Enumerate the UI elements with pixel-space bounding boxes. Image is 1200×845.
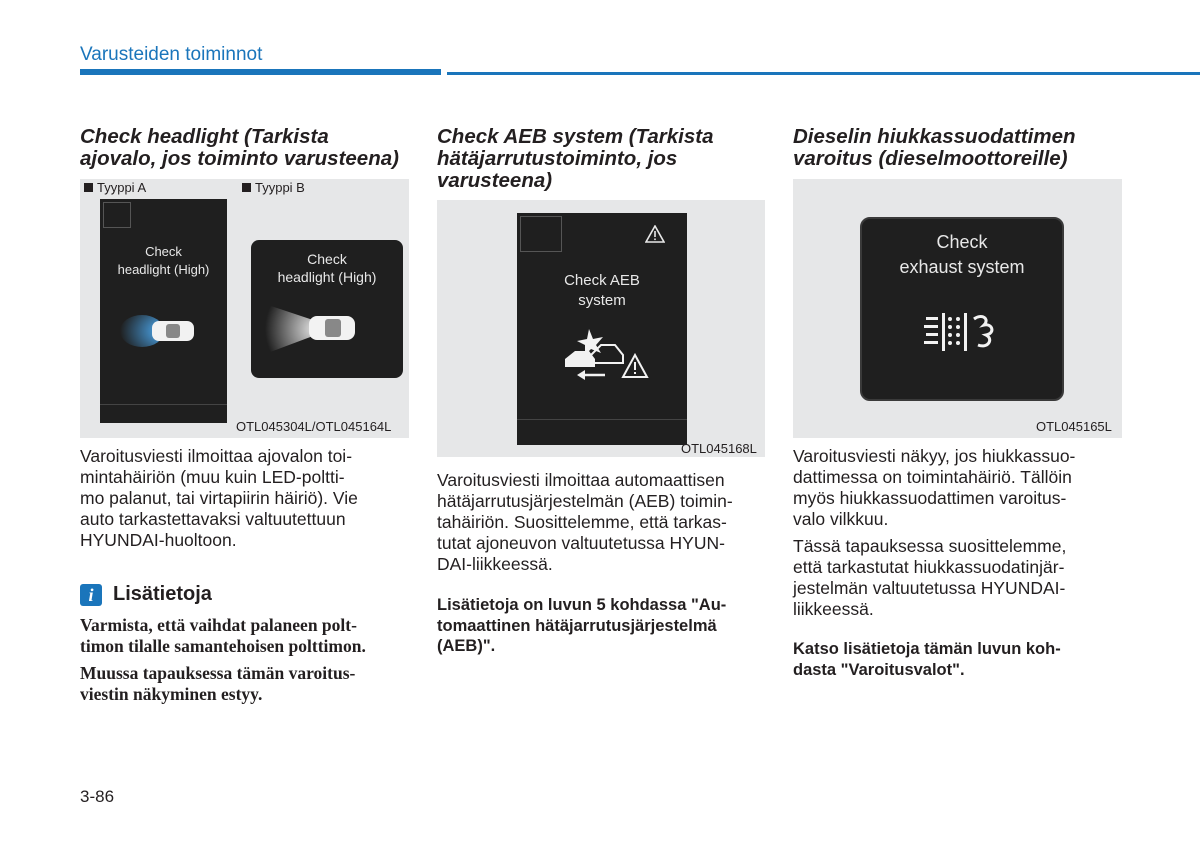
- header-rule-left: [80, 69, 441, 75]
- type-a-screen: [100, 199, 227, 423]
- col1-heading: Check headlight (Tarkista ajovalo, jos toiminto varusteena): [80, 125, 399, 170]
- col2-body: Varoitusviesti ilmoittaa automaattisen hätäjarrutusjärjestelmän (AEB) toimin- tahäiriön. Suosittelemme, että tarkas- tutat ajoneuvon valtuutetussa HYUN- DAI-liikkeessä.: [437, 470, 733, 574]
- headlight-beam-icon: [265, 300, 375, 358]
- type-a-label: Tyyppi A: [84, 180, 146, 195]
- info-box-title: [80, 583, 406, 607]
- col1-figure-code: OTL045304L/OTL045164L: [236, 419, 392, 434]
- col2-figure: [437, 200, 765, 457]
- screen-indicator-box: [520, 216, 562, 252]
- warning-triangle-icon: [645, 225, 665, 243]
- col1-heading-wrap: [80, 126, 408, 170]
- header-rule-right: [447, 72, 1200, 75]
- aeb-screen: [517, 213, 687, 445]
- col3-heading: Dieselin hiukkassuodattimen varoitus (dieselmoottoreille): [793, 125, 1076, 170]
- col1-figure: [80, 179, 409, 438]
- page-number: 3-86: [80, 787, 115, 806]
- info-paragraph-2: Muussa tapauksessa tämän varoitus- viestin näkyminen estyy.: [80, 663, 356, 704]
- section-title: Varusteiden toiminnot: [80, 44, 263, 65]
- exhaust-screen: [860, 217, 1064, 401]
- screen-a-indicator-box: [103, 202, 131, 228]
- exhaust-filter-icon: [924, 309, 1002, 357]
- info-title: Lisätietoja: [113, 583, 212, 605]
- col3-body-2: Tässä tapauksessa suosittelemme, että tarkastutat hiukkassuodatinjär- jestelmän valtuutetussa HYUNDAI- liikkeessä.: [793, 536, 1067, 619]
- col2-reference: Lisätietoja on luvun 5 kohdassa "Au- tomaattinen hätäjarrutusjärjestelmä (AEB)".: [437, 596, 727, 655]
- aeb-screen-text: Check AEB system: [564, 272, 640, 309]
- info-paragraph-1: Varmista, että vaihdat palaneen polt- timon tilalle samantehoisen polttimon.: [80, 615, 366, 656]
- col2-heading: Check AEB system (Tarkista hätäjarrutustoiminto, jos varusteena): [437, 125, 714, 192]
- col3-reference: Katso lisätietoja tämän luvun koh- dasta "Varoitusvalot".: [793, 640, 1061, 679]
- col2-figure-code: OTL045168L: [681, 441, 757, 456]
- collision-warning-icon: [561, 325, 651, 381]
- col2-heading-wrap: [437, 126, 767, 192]
- col1-body: Varoitusviesti ilmoittaa ajovalon toi- mintahäiriön (muu kuin LED-poltti- mo palanut, tai virtapiirin häiriö). Vie auto tarkastettavaksi valtuutettuun HYUNDAI-huoltoon.: [80, 446, 358, 550]
- info-icon: i: [80, 584, 102, 606]
- screen-b-text: Check headlight (High): [277, 251, 377, 285]
- type-b-screen: [251, 240, 403, 378]
- col3-figure-code: OTL045165L: [1036, 419, 1112, 434]
- headlight-beam-icon: [118, 307, 218, 351]
- screen-a-text: Check headlight (High): [117, 244, 210, 277]
- col3-body-1: Varoitusviesti näkyy, jos hiukkassuo- dattimessa on toimintahäiriö. Tällöin myös hiukkassuodattimen varoitus- valo vilkkuu.: [793, 446, 1076, 529]
- type-b-label: Tyyppi B: [242, 180, 305, 195]
- exhaust-screen-text: Check exhaust system: [899, 232, 1025, 277]
- col3-figure: [793, 179, 1122, 438]
- col3-heading-wrap: [793, 126, 1123, 170]
